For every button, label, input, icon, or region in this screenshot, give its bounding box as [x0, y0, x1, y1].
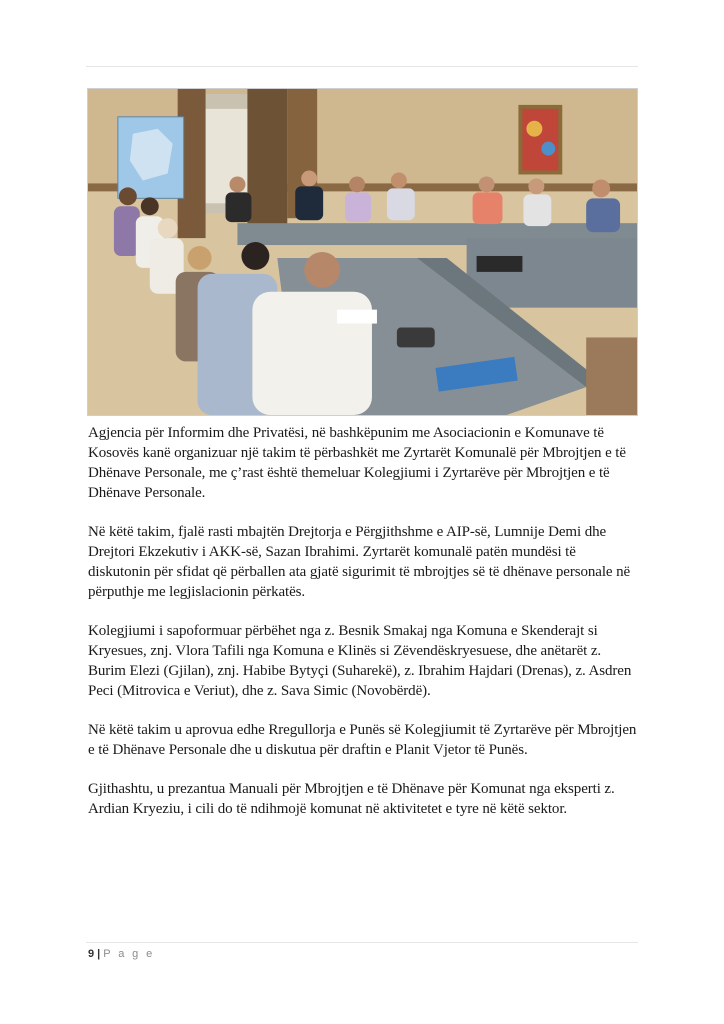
- paragraph: Agjencia për Informim dhe Privatësi, në bashkëpunim me Asociacionin e Komunave të Kosovës kanë organizuar një takim të përbashkët me Zyrtarët Komunalë për Mbrojtjen e të Dhënave Personale, me ç’rast është themeluar Kolegjiumi i Zyrtarëve për Mbrojtjen e të Dhënave Personale.: [88, 425, 626, 501]
- article-body: [88, 423, 638, 838]
- paragraph: Në këtë takim u aprovua edhe Rregullorja e Punës së Kolegjiumit të Zyrtarëve për Mbrojtjen e të Dhënave Personale dhe u diskutua për draftin e Planit Vjetor të Punës.: [88, 722, 637, 758]
- paragraph: Gjithashtu, u prezantua Manuali për Mbrojtjen e të Dhënave për Komunat nga eksperti z. Ardian Kryeziu, i cili do të ndihmojë komunat në aktivitetet e tyre në këtë sektor.: [88, 781, 615, 817]
- header-rule: [86, 66, 638, 67]
- paragraph: Kolegjiumi i sapoformuar përbëhet nga z. Besnik Smakaj nga Komuna e Skenderajt si Kryesues, znj. Vlora Tafili nga Komuna e Klinës si Zëvendëskryesuese, dhe anëtarët z. Burim Elezi (Gjilan), znj. Habibe Bytyçi (Suharekë), z. Ibrahim Hajdari (Drenas), z. Asdren Peci (Mitrovica e Veriut), dhe z. Sava Simic (Novobërdë).: [88, 623, 632, 699]
- page-footer: [88, 948, 155, 960]
- page-word: P a g e: [103, 948, 155, 960]
- paragraph: Në këtë takim, fjalë rasti mbajtën Drejtorja e Përgjithshme e AIP-së, Lumnije Demi dhe Drejtori Ekzekutiv i AKK-së, Sazan Ibrahimi. Zyrtarët komunalë patën mundësi të diskutonin për sfidat që përballen ata gjatë sigurimit të mbrojtjes së të dhënave personale në përputhje me legjislacionin përkatës.: [88, 524, 631, 600]
- footer-rule: [86, 942, 638, 943]
- meeting-photo-illustration: [88, 89, 637, 415]
- meeting-photo: [87, 88, 638, 416]
- footer-separator: |: [97, 948, 101, 960]
- page-number: 9: [88, 948, 95, 960]
